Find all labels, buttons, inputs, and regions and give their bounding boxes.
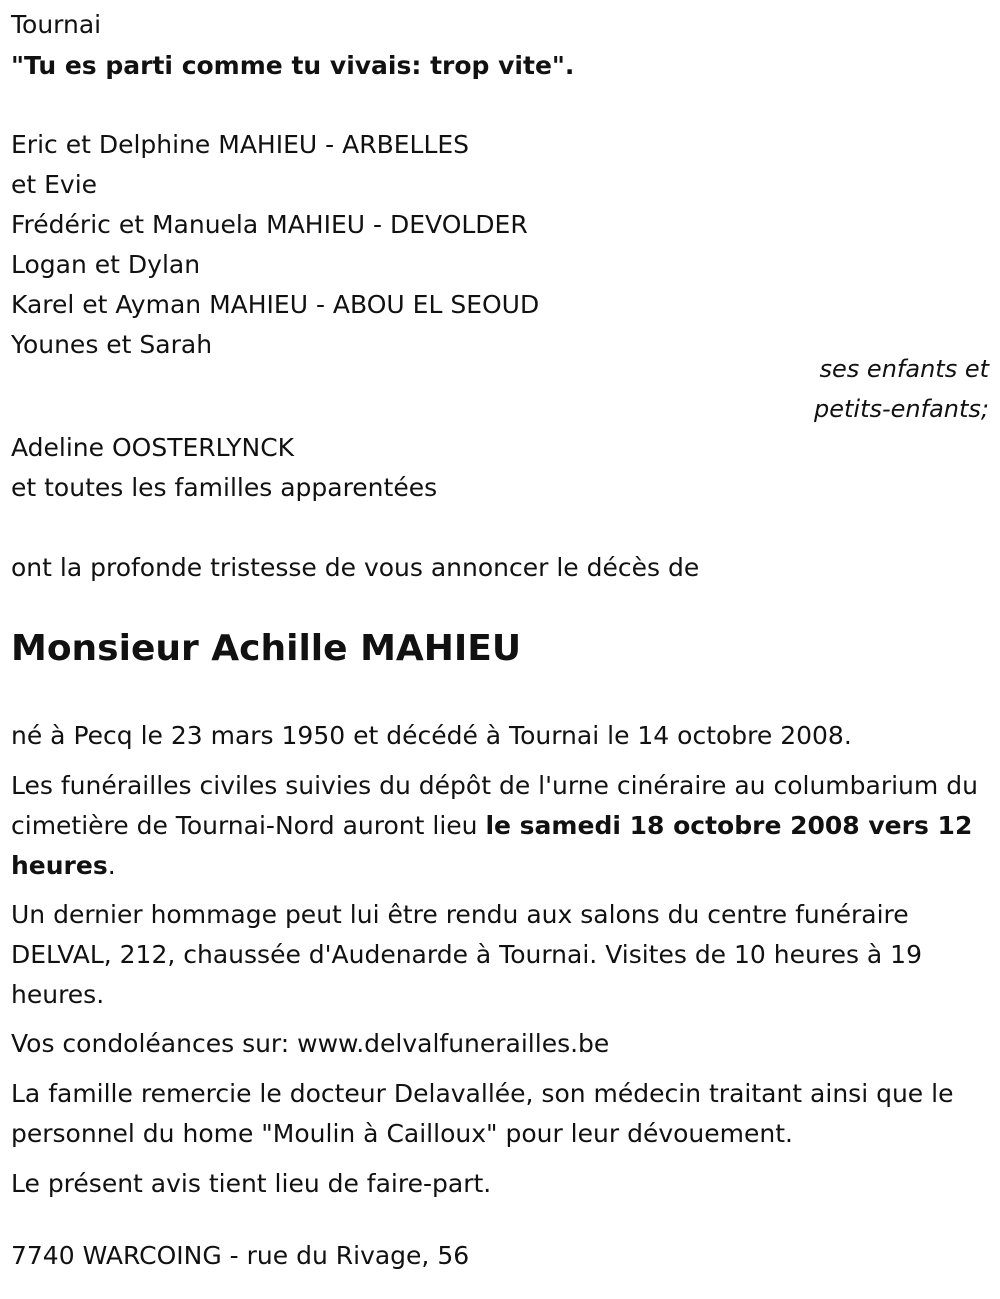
quote-line: "Tu es parti comme tu vivais: trop vite". <box>11 51 575 80</box>
notice-line: Le présent avis tient lieu de faire-part. <box>11 1169 492 1198</box>
address-line: 7740 WARCOING - rue du Rivage, 56 <box>11 1241 470 1270</box>
funeral-text: Les funérailles civiles suivies du dépôt de l'urne cinéraire au columbarium du cimetière de Tournai-Nord auront lieu <box>11 771 978 840</box>
family-line: Logan et Dylan <box>11 250 201 279</box>
family-role-line2: petits-enfants; <box>814 395 989 423</box>
birth-death-line: né à Pecq le 23 mars 1950 et décédé à Tournai le 14 octobre 2008. <box>11 721 852 750</box>
funeral-date: le samedi 18 octobre 2008 vers 12 heures <box>11 811 973 880</box>
city-line: Tournai <box>11 10 102 39</box>
deceased-name: Monsieur Achille MAHIEU <box>11 628 522 669</box>
thanks-paragraph: La famille remercie le docteur Delavallée, son médecin traitant ainsi que le personnel du home "Moulin à Cailloux" pour leur dévouement. <box>11 1079 954 1148</box>
funeral-end: . <box>107 851 116 880</box>
family-line: Frédéric et Manuela MAHIEU - DEVOLDER <box>11 210 528 239</box>
family-line: et Evie <box>11 170 98 199</box>
funeral-paragraph <box>11 766 989 886</box>
family-line: Eric et Delphine MAHIEU - ARBELLES <box>11 130 470 159</box>
other-family-line: Adeline OOSTERLYNCK <box>11 433 295 462</box>
family-line: Karel et Ayman MAHIEU - ABOU EL SEOUD <box>11 290 540 319</box>
family-role-line1: ses enfants et <box>819 355 989 383</box>
family-line: Younes et Sarah <box>11 330 213 359</box>
condolences-line: Vos condoléances sur: www.delvalfunerailles.be <box>11 1029 610 1058</box>
homage-paragraph: Un dernier hommage peut lui être rendu aux salons du centre funéraire DELVAL, 212, chaussée d'Audenarde à Tournai. Visites de 10 heures à 19 heures. <box>11 900 922 1009</box>
other-family-line: et toutes les familles apparentées <box>11 473 438 502</box>
announcement-line: ont la profonde tristesse de vous annoncer le décès de <box>11 553 700 582</box>
